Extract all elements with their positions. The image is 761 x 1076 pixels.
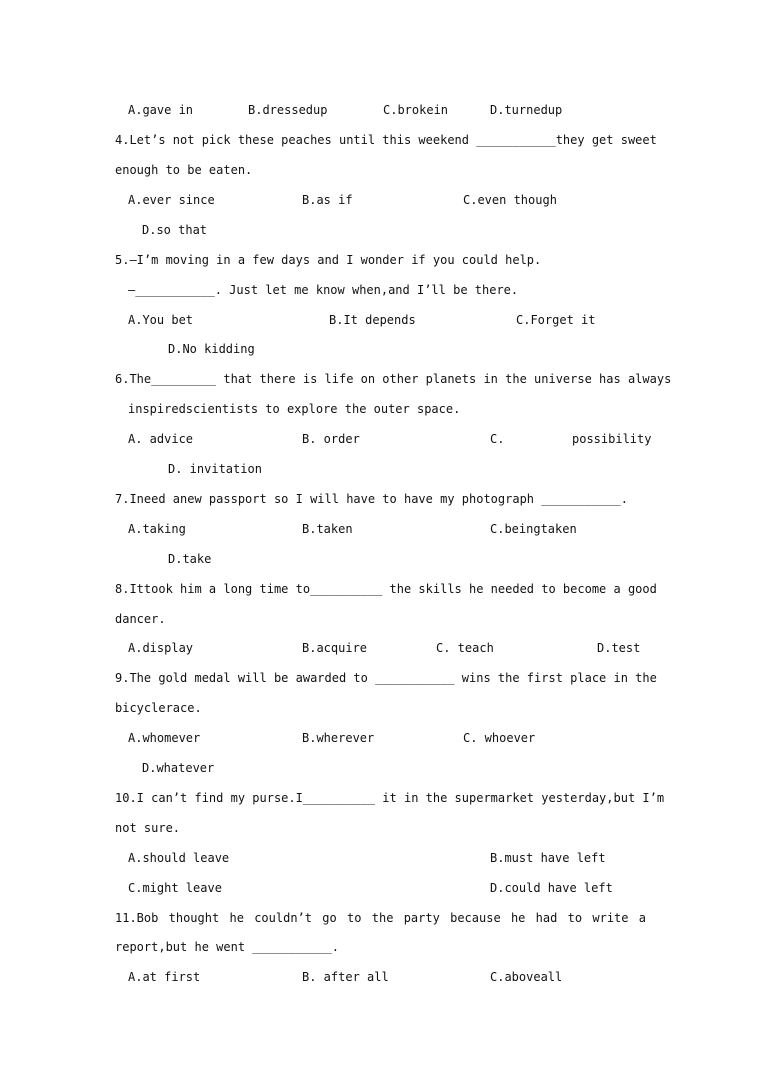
q11-option-b: B. after all: [302, 970, 389, 984]
q10-option-b: B.must have left: [490, 851, 606, 865]
q8-option-c: C. teach: [436, 641, 494, 655]
q7-option-b: B.taken: [302, 522, 353, 536]
q6-option-c-letter: C.: [490, 432, 505, 446]
q9-stem-line1: 9.The gold medal will be awarded to ___________ wins the first place in the: [115, 671, 657, 685]
q5-option-a: A.You bet: [128, 313, 194, 327]
q6-option-a: A. advice: [128, 432, 194, 446]
q5-stem-line1: 5.—I’m moving in a few days and I wonder if you could help.: [115, 253, 542, 267]
q8-option-b: B.acquire: [302, 641, 368, 655]
q10-stem-line1: 10.I can’t find my purse.I__________ it in the supermarket yesterday,but I’m: [115, 791, 665, 805]
q9-option-b: B.wherever: [302, 731, 375, 745]
q8-stem-line2: dancer.: [115, 612, 166, 626]
q4-option-d: D.so that: [142, 223, 208, 237]
q4-option-b: B.as if: [302, 193, 353, 207]
q9-option-a: A.whomever: [128, 731, 201, 745]
q7-option-a: A.taking: [128, 522, 186, 536]
q7-stem-line1: 7.Ineed anew passport so I will have to have my photograph ___________.: [115, 492, 628, 506]
q3-option-d: D.turnedup: [490, 103, 563, 117]
q3-option-a: A.gave in: [128, 103, 194, 117]
q4-option-a: A.ever since: [128, 193, 215, 207]
q11-stem-line1: 11.Bob thought he couldn’t go to the party because he had to write a: [115, 911, 646, 925]
q8-option-a: A.display: [128, 641, 194, 655]
q10-stem-line2: not sure.: [115, 821, 181, 835]
q10-option-a: A.should leave: [128, 851, 230, 865]
q10-option-c: C.might leave: [128, 881, 222, 895]
q6-option-b: B. order: [302, 432, 360, 446]
q11-option-a: A.at first: [128, 970, 201, 984]
q8-stem-line1: 8.Ittook him a long time to__________ the skills he needed to become a good: [115, 582, 657, 596]
q10-option-d: D.could have left: [490, 881, 613, 895]
q5-option-b: B.It depends: [329, 313, 416, 327]
q3-option-c: C.brokein: [383, 103, 449, 117]
q8-option-d: D.test: [597, 641, 641, 655]
q11-stem-line2: report,but he went ___________.: [115, 940, 339, 954]
q9-stem-line2: bicyclerace.: [115, 701, 202, 715]
q11-option-c: C.aboveall: [490, 970, 563, 984]
q6-stem-line1: 6.The_________ that there is life on other planets in the universe has always: [115, 372, 672, 386]
q6-option-d: D. invitation: [168, 462, 262, 476]
q4-option-c: C.even though: [463, 193, 557, 207]
q5-option-d: D.No kidding: [168, 342, 255, 356]
q9-option-d: D.whatever: [142, 761, 215, 775]
q5-stem-line2: —___________. Just let me know when,and I’ll be there.: [128, 283, 519, 297]
q3-option-b: B.dressedup: [248, 103, 328, 117]
q9-option-c: C. whoever: [463, 731, 536, 745]
q6-stem-line2: inspiredscientists to explore the outer space.: [128, 402, 461, 416]
q5-option-c: C.Forget it: [516, 313, 596, 327]
q6-option-c-word: possibility: [572, 432, 652, 446]
q4-stem-line1: 4.Let’s not pick these peaches until this weekend ___________they get sweet: [115, 133, 657, 147]
q4-stem-line2: enough to be eaten.: [115, 163, 253, 177]
q7-option-d: D.take: [168, 552, 212, 566]
q7-option-c: C.beingtaken: [490, 522, 577, 536]
